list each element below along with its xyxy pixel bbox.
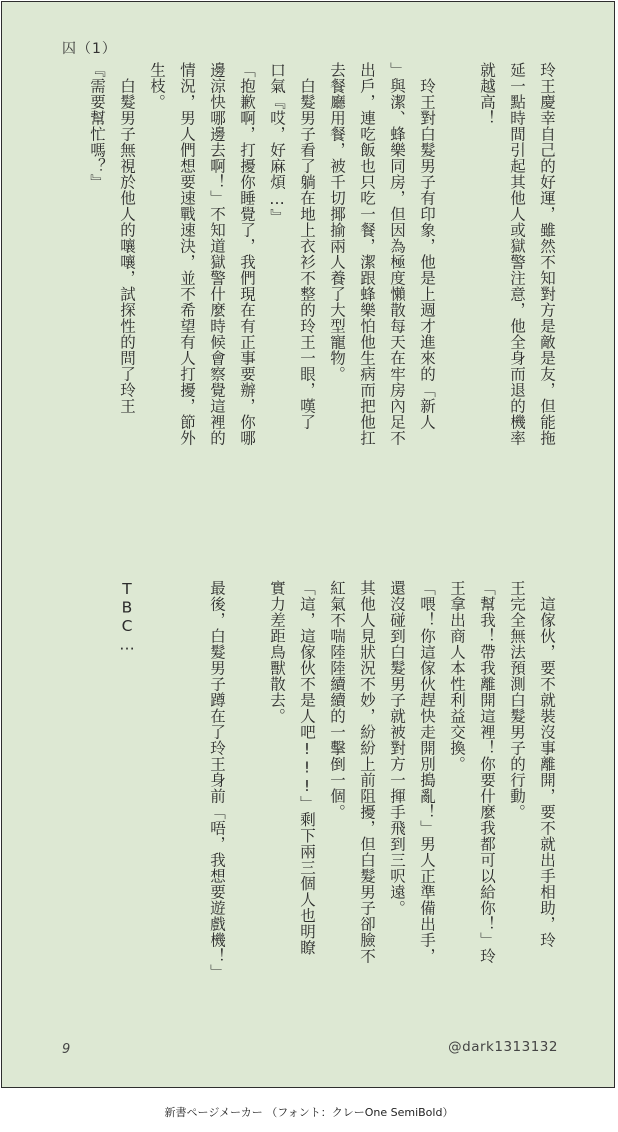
text-column: 「幫我！帶我離開這裡！你要什麼我都可以給你！」玲 (478, 580, 496, 964)
text-column: 「抱歉啊，打擾你睡覺了，我們現在有正事要辦，你哪 (238, 62, 256, 446)
text-block-lower (118, 580, 562, 1000)
author-handle: @dark1313132 (448, 1039, 558, 1055)
text-column (142, 580, 172, 1000)
text-column: 玲王對白髮男子有印象，他是上週才進來的「新人 (418, 62, 436, 430)
page-number: 9 (62, 1042, 71, 1057)
text-column: TBC… (118, 580, 136, 654)
text-column (172, 580, 202, 1000)
text-column: 白髮男子看了躺在地上衣衫不整的玲王一眼，嘆了 (298, 62, 316, 430)
text-column: 出戶，連吃飯也只吃一餐，潔跟蜂樂怕他生病而把他扛 (358, 62, 376, 446)
text-column: 其他人見狀況不妙，紛紛上前阻擾，但白髮男子卻臉不 (358, 580, 376, 964)
text-column: 王完全無法預測白髮男子的行動。 (508, 580, 526, 820)
text-column: 紅氣不喘陸陸續續的一擊倒一個。 (328, 580, 346, 820)
text-column: 去餐廳用餐，被千切揶揄兩人養了大型寵物。 (328, 62, 346, 382)
chapter-title: 囚（1） (62, 41, 117, 57)
text-column: 情況，男人們想要速戰速決，並不希望有人打擾，節外 (178, 62, 196, 446)
text-column (232, 580, 262, 1000)
text-column: 「這，這傢伙不是人吧!!!」剩下兩三個人也明瞭 (298, 580, 316, 956)
text-column: 王拿出商人本性利益交換。 (448, 580, 466, 772)
text-column: 最後，白髮男子蹲在了玲王身前「唔，我想要遊戲機！」 (208, 580, 226, 980)
text-column: 還沒碰到白髮男子就被對方一揮手飛到三呎遠。 (388, 580, 406, 916)
text-block-upper (88, 62, 562, 532)
text-column: 延一點時間引起其他人或獄警注意，他全身而退的機率 (508, 62, 526, 446)
text-column: 就越高！ (478, 62, 496, 126)
text-column: 邊涼快哪邊去啊！」不知道獄警什麼時候會察覺這裡的 (208, 62, 226, 446)
text-column: 實力差距鳥獸散去。 (268, 580, 286, 724)
text-column (442, 62, 472, 532)
text-column: 玲王慶幸自己的好運，雖然不知對方是敵是友，但能拖 (538, 62, 556, 446)
text-column: 『需要幫忙嗎？』 (88, 62, 106, 190)
text-column: 這傢伙，要不就裝沒事離開，要不就出手相助，玲 (538, 580, 556, 948)
text-column: 口氣『哎，好麻煩…』 (268, 62, 286, 225)
text-column: 白髮男子無視於他人的嚷嚷，試探性的問了玲王 (118, 62, 136, 414)
generator-caption: 新書ページメーカー （フォント：クレーOne SemiBold） (164, 1106, 454, 1119)
text-column: 生枝。 (148, 62, 166, 110)
text-column: 」與潔、蜂樂同房，但因為極度懶散每天在牢房內足不 (388, 62, 406, 446)
book-page (1, 1, 615, 1088)
text-column: 「喂！你這傢伙趕快走開別搗亂！」男人正準備出手， (418, 580, 436, 964)
